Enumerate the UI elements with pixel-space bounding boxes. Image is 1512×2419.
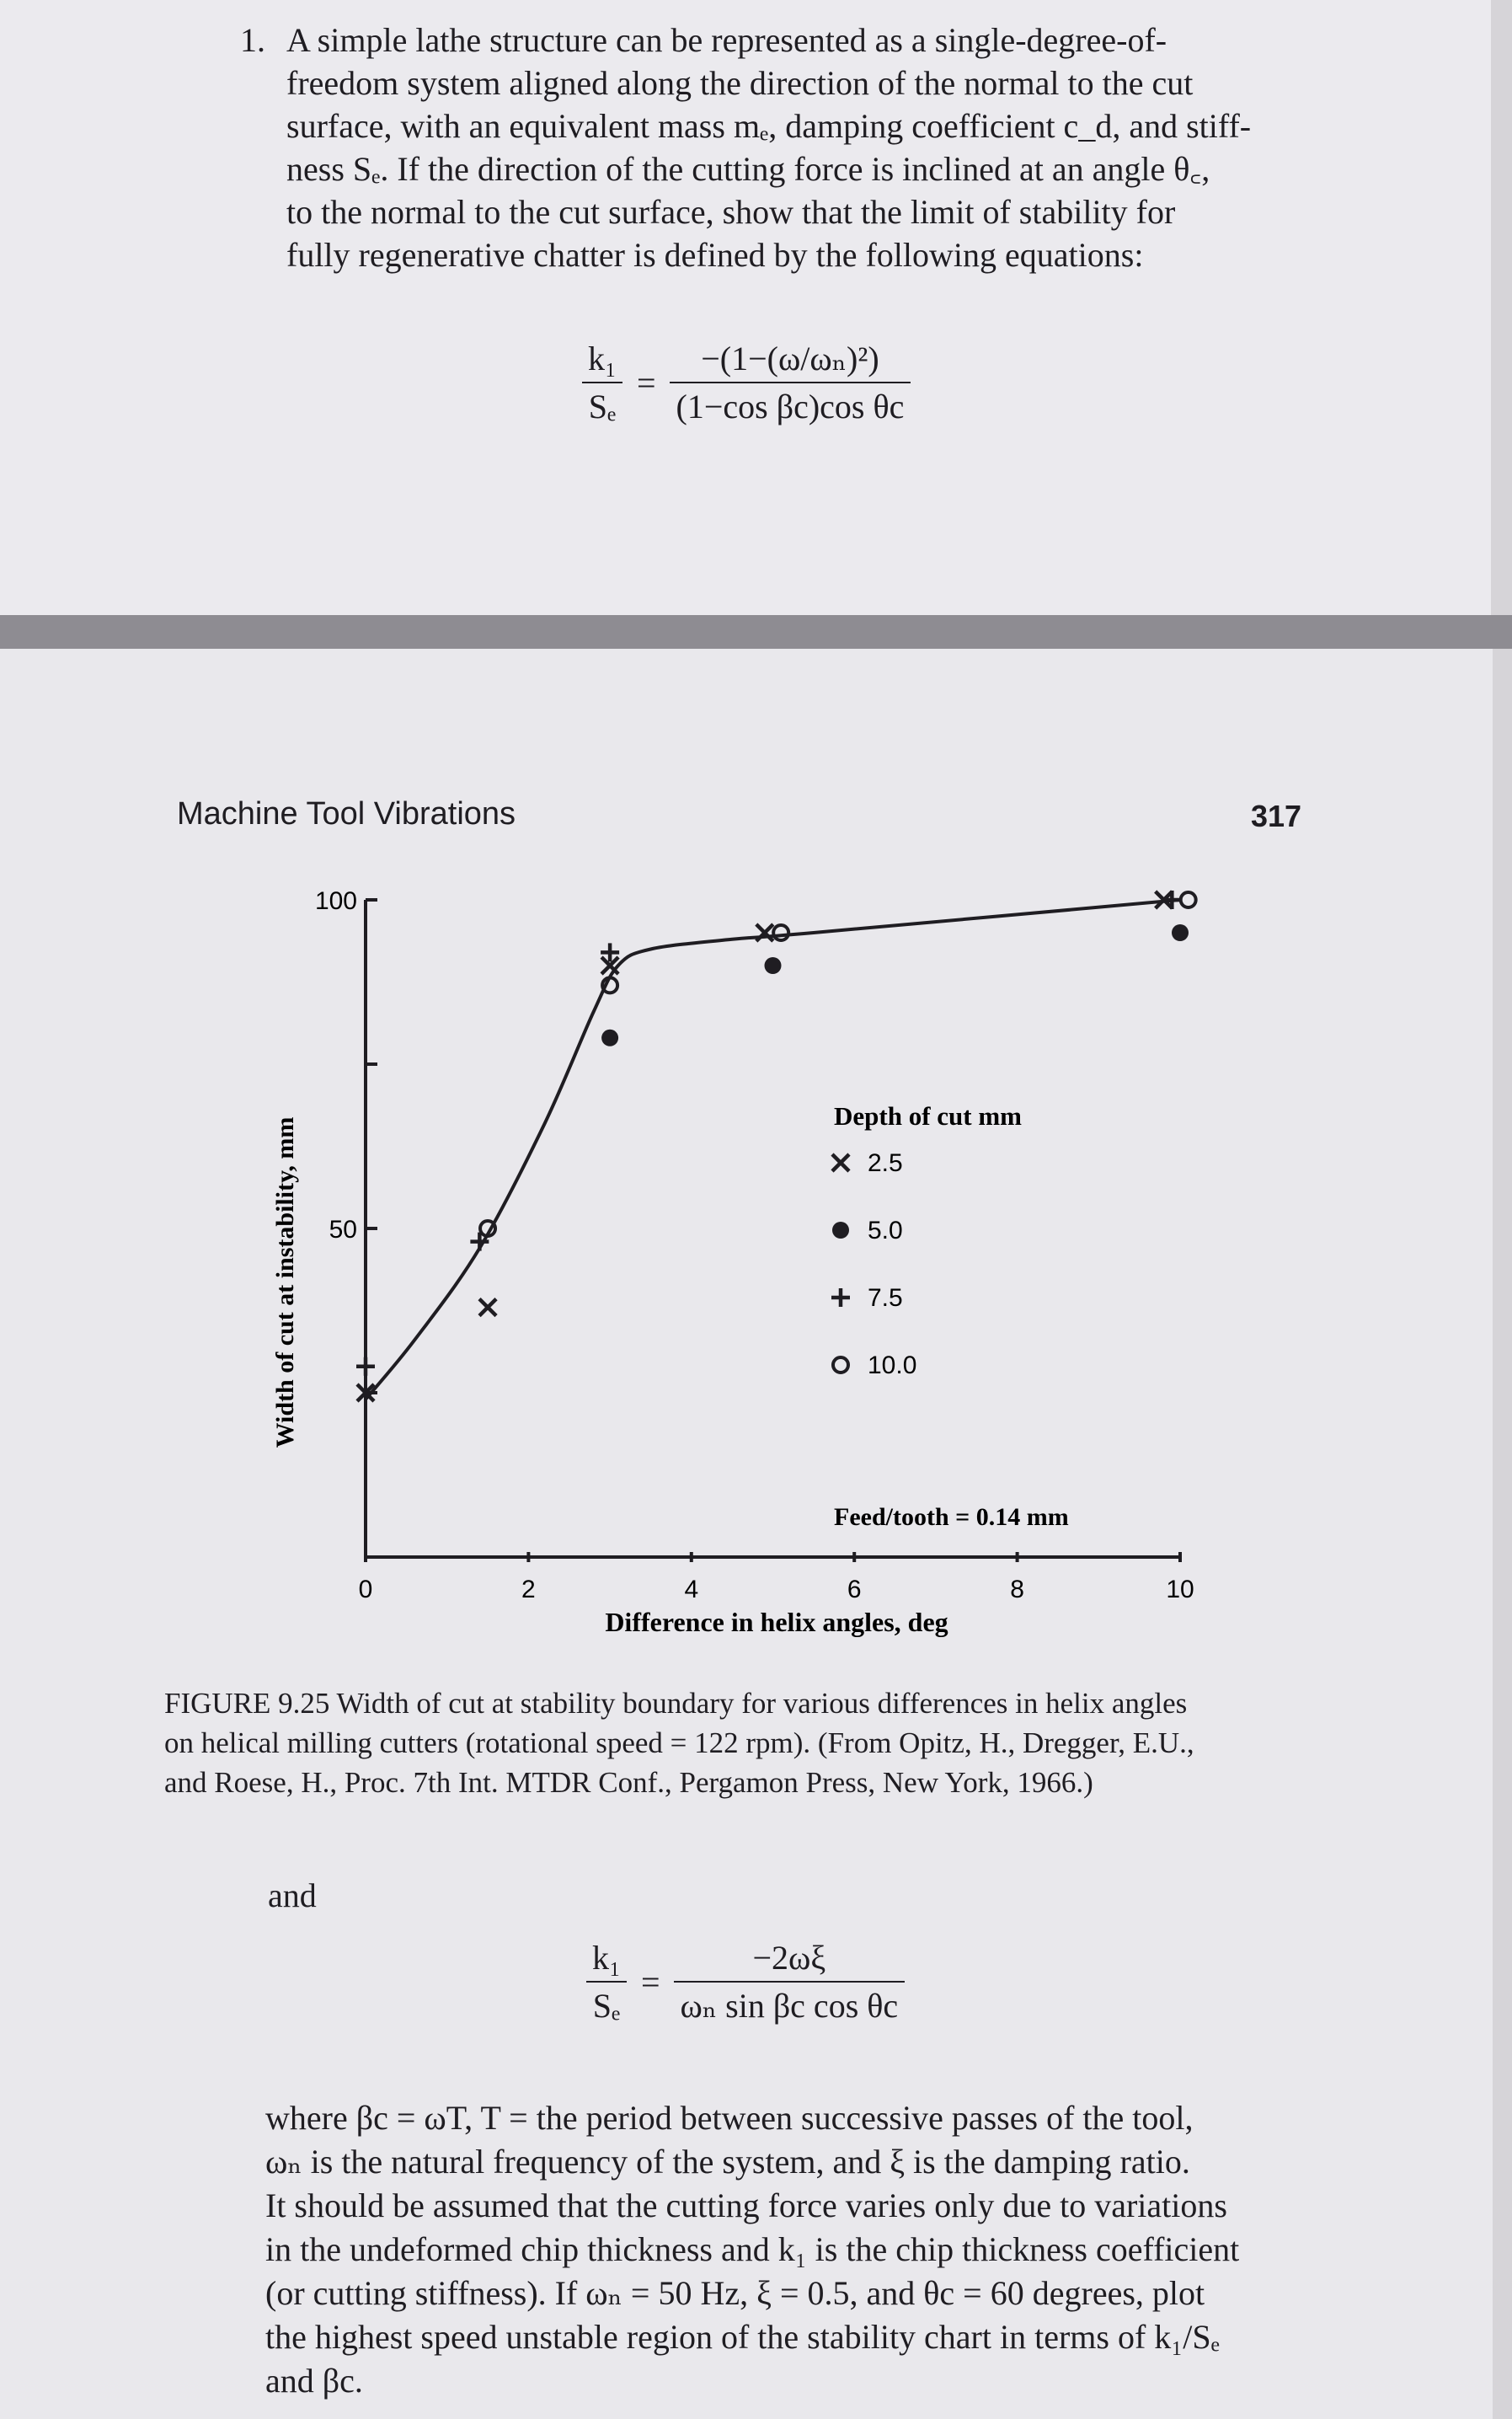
eq2-lhs-fraction: [585, 1938, 628, 2026]
eq2-lhs-numerator: k₁: [592, 1939, 621, 1977]
where-line: where βc = ωT, T = the period between successive passes of the tool,: [265, 2099, 1194, 2137]
stability-curve: [366, 900, 1180, 1399]
x-tick-label: 4: [684, 1576, 699, 1603]
x-tick-label: 8: [1010, 1576, 1024, 1603]
caption-line: on helical milling cutters (rotational speed = 122 rpm). (From Opitz, H., Dregger, E.U.,: [164, 1726, 1194, 1759]
legend-marker-circle: [833, 1357, 848, 1373]
chart-axes: [315, 887, 1194, 1603]
eq1-lhs-denominator: Sₑ: [582, 382, 623, 426]
legend-marker-dot: [832, 1222, 849, 1239]
data-point-cross: [756, 924, 773, 941]
figure-caption: [164, 1683, 1344, 1802]
where-paragraph: [265, 2096, 1360, 2403]
where-line: It should be assumed that the cutting force varies only due to variations: [265, 2186, 1227, 2224]
chart-marks: [356, 891, 1196, 1401]
data-point-dot: [1172, 924, 1189, 941]
problem-line: ness Sₑ. If the direction of the cutting force is inclined at an angle θ꜀,: [286, 150, 1210, 188]
where-line: ωₙ is the natural frequency of the system, and ξ is the damping ratio.: [265, 2143, 1190, 2181]
x-axis-label: Difference in helix angles, deg: [605, 1607, 948, 1637]
data-point-plus: [1162, 891, 1181, 909]
x-tick-label: 2: [521, 1576, 536, 1603]
x-tick-label: 6: [847, 1576, 862, 1603]
chart-curve-layer: [366, 900, 1180, 1399]
problem-line: surface, with an equivalent mass mₑ, damping coefficient c_d, and stiff-: [286, 107, 1252, 145]
caption-line: FIGURE 9.25 Width of cut at stability boundary for various differences in helix angles: [164, 1687, 1188, 1720]
y-tick-label: 50: [329, 1216, 357, 1244]
y-axis-label: Width of cut at instability, mm: [271, 1116, 299, 1448]
where-line: in the undeformed chip thickness and k₁ is the chip thickness coefficient: [265, 2230, 1240, 2268]
eq1-lhs-numerator: k₁: [588, 340, 617, 377]
helix-angle-chart: [253, 868, 1264, 1668]
problem-line: A simple lathe structure can be represented as a single-degree-of-: [286, 21, 1167, 59]
equation-2: [585, 1938, 905, 2026]
chart-legend: [831, 1101, 1022, 1379]
running-header-title: Machine Tool Vibrations: [177, 796, 516, 832]
data-point-dot: [601, 1030, 618, 1046]
eq1-lhs-fraction: [581, 339, 623, 426]
legend-title: Depth of cut mm: [834, 1101, 1022, 1131]
x-tick-label: 0: [358, 1576, 373, 1603]
problem-text: [240, 19, 1276, 276]
page-number: 317: [1251, 799, 1302, 833]
and-word: and: [268, 1876, 317, 1914]
x-tick-label: 10: [1166, 1576, 1194, 1603]
data-point-dot: [765, 957, 782, 974]
data-point-circle: [773, 925, 788, 940]
legend-label: 5.0: [868, 1217, 903, 1244]
eq2-lhs-denominator: Sₑ: [586, 1981, 628, 2026]
eq1-rhs-numerator: −(1−(ω/ωₙ)²): [701, 340, 879, 377]
data-point-circle: [1181, 892, 1196, 907]
legend-label: 2.5: [868, 1149, 903, 1177]
caption-line: and Roese, H., Proc. 7th Int. MTDR Conf., Pergamon Press, New York, 1966.): [164, 1766, 1093, 1799]
eq2-rhs-fraction: [674, 1938, 906, 2026]
problem-line: to the normal to the cut surface, show that the limit of stability for: [286, 193, 1176, 231]
eq2-rhs-denominator: ωₙ sin βc cos θc: [674, 1981, 906, 2026]
feed-annotation: Feed/tooth = 0.14 mm: [834, 1503, 1069, 1531]
data-point-plus: [356, 1357, 375, 1376]
legend-marker-plus: [831, 1288, 850, 1307]
eq1-equals: =: [636, 363, 656, 402]
where-line: (or cutting stiffness). If ωₙ = 50 Hz, ξ = 0.5, and θc = 60 degrees, plot: [265, 2274, 1205, 2312]
problem-line: freedom system aligned along the direction of the normal to the cut: [286, 64, 1194, 102]
page-gap: [0, 615, 1512, 649]
legend-label: 7.5: [868, 1284, 903, 1312]
eq1-rhs-denominator: (1−cos βc)cos θc: [670, 382, 911, 426]
equation-1: [581, 339, 911, 426]
eq1-rhs-fraction: [670, 339, 911, 426]
problem-line: fully regenerative chatter is defined by the following equations:: [286, 236, 1144, 274]
data-point-cross: [479, 1299, 496, 1316]
where-line: and βc.: [265, 2362, 363, 2400]
y-tick-label: 100: [314, 887, 357, 915]
where-line: the highest speed unstable region of the stability chart in terms of k₁/Sₑ: [265, 2318, 1220, 2356]
legend-marker-cross: [832, 1154, 849, 1171]
eq2-rhs-numerator: −2ωξ: [752, 1939, 826, 1977]
legend-label: 10.0: [868, 1351, 917, 1379]
eq2-equals: =: [640, 1962, 660, 2001]
problem-number: 1.: [240, 21, 265, 59]
problem-page: [0, 0, 1491, 615]
